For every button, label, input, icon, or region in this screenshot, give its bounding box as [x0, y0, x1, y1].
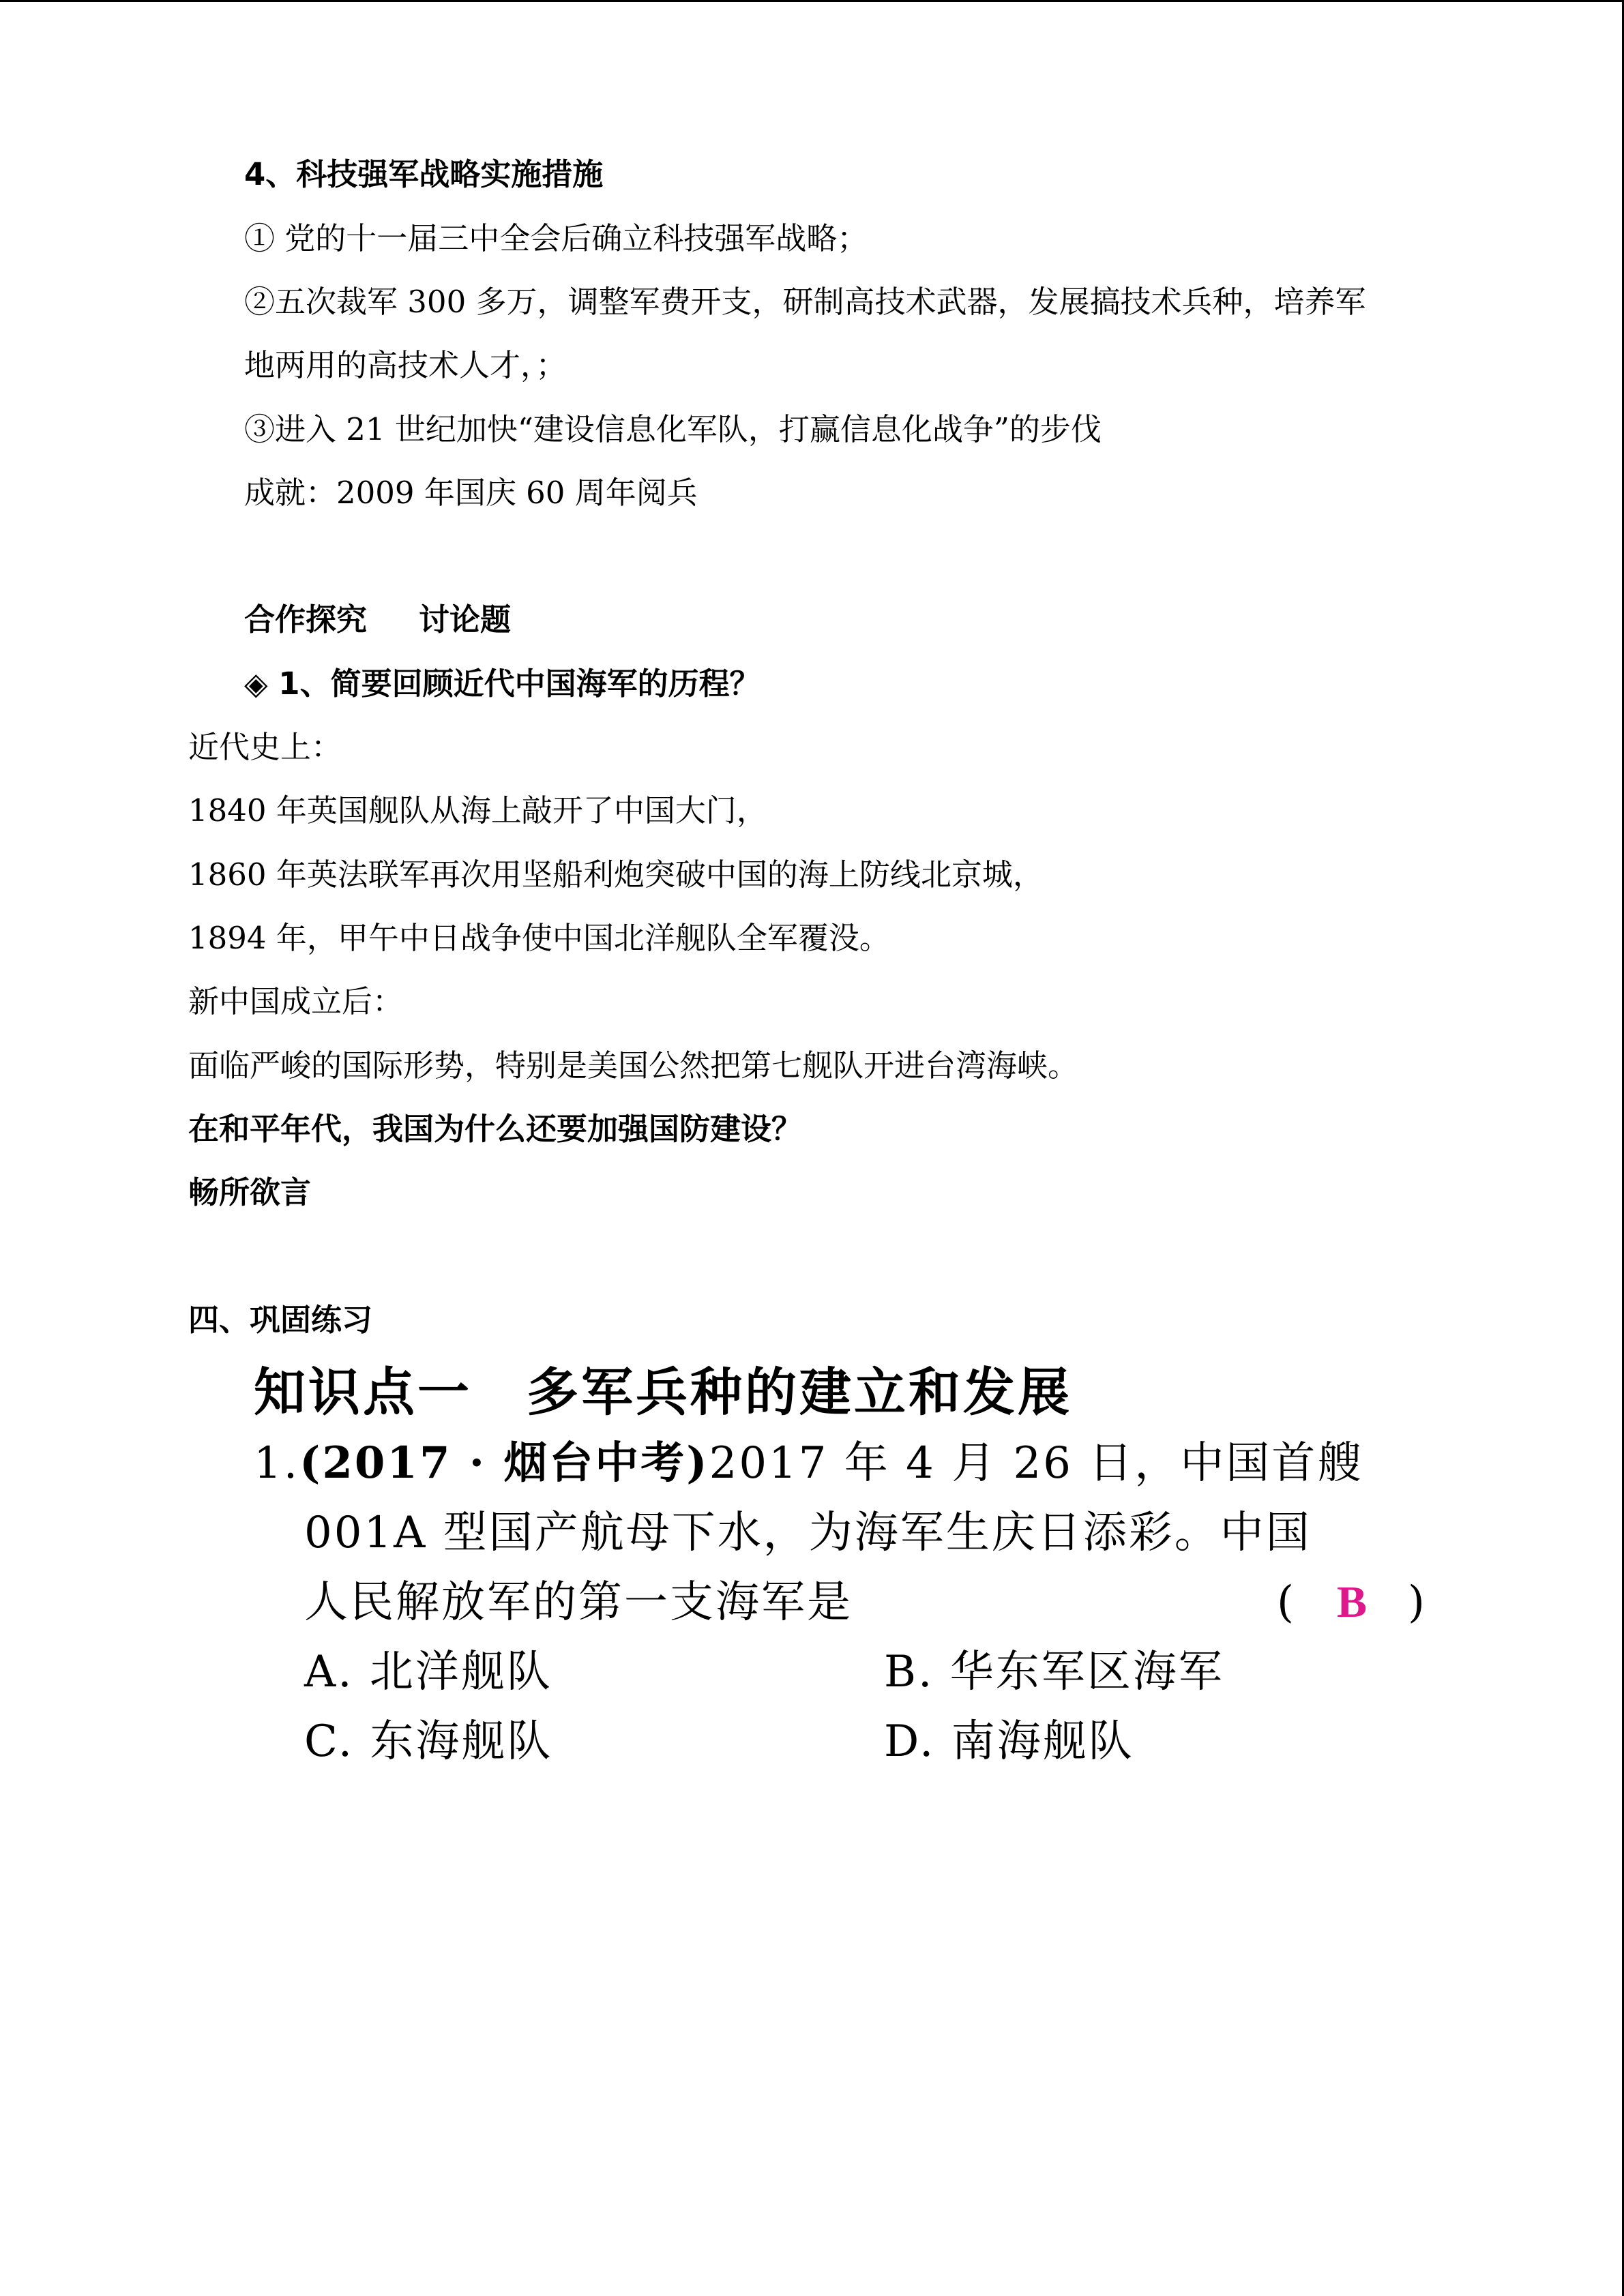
section-heading: 4、科技强军战略实施措施: [244, 156, 604, 192]
measure-item-1: ① 党的十一届三中全会后确立科技强军战略；: [244, 220, 868, 256]
practice-heading: 四、巩固练习: [188, 1302, 373, 1338]
new-china-label: 新中国成立后：: [188, 983, 404, 1019]
option-c: C. 东海舰队: [304, 1716, 553, 1767]
cooperation-heading: [244, 599, 511, 640]
option-a: A. 北洋舰队: [304, 1647, 552, 1697]
history-line-1860: 1860 年英法联军再次用坚船利炮突破中国的海上防线北京城，: [188, 856, 1044, 893]
answer-mark: B: [1337, 1577, 1368, 1627]
achievement-text: 成就：2009 年国庆 60 周年阅兵: [244, 475, 698, 511]
measure-item-2-line-1: ②五次裁军 300 多万，调整军费开支，研制高技术武器，发展搞技术兵种，培养军: [244, 284, 1366, 320]
measure-item-3: ③进入 21 世纪加快“建设信息化军队，打赢信息化战争”的步伐: [244, 411, 1102, 447]
knowledge-point-title: [254, 1358, 1072, 1427]
question-line-1-rest: 2017 年 4 月 26 日，中国首艘: [709, 1438, 1363, 1489]
page-border-top: [0, 0, 1624, 2]
question-number: 1.: [254, 1438, 300, 1489]
question-line-3: 人民解放军的第一支海军是: [304, 1577, 853, 1628]
discussion-question-2: 在和平年代，我国为什么还要加强国防建设？: [188, 1111, 803, 1147]
answer-paren-open: (: [1277, 1577, 1294, 1628]
question-source: (2017 · 烟台中考): [299, 1437, 709, 1489]
knowledge-point-topic: 多军兵种的建立和发展: [527, 1362, 1072, 1422]
modern-history-label: 近代史上：: [188, 729, 342, 765]
history-line-1894: 1894 年，甲午中日战争使中国北洋舰队全军覆没。: [188, 920, 890, 956]
discussion-question-1: ◈ 1、简要回顾近代中国海军的历程？: [244, 666, 761, 702]
cooperation-heading-b: 讨论题: [419, 601, 512, 638]
option-b: B. 华东军区海军: [884, 1647, 1224, 1697]
cooperation-heading-a: 合作探究: [244, 601, 368, 638]
measure-item-2-line-2: 地两用的高技术人才，；: [244, 347, 567, 383]
question-line-2: 001A 型国产航母下水，为海军生庆日添彩。中国: [304, 1508, 1312, 1558]
option-d: D. 南海舰队: [884, 1716, 1134, 1767]
question-line-1: [254, 1429, 1363, 1497]
answer-paren-close: ): [1408, 1577, 1425, 1628]
speak-freely-label: 畅所欲言: [188, 1174, 312, 1210]
new-china-text: 面临严峻的国际形势，特别是美国公然把第七舰队开进台湾海峡。: [188, 1047, 1079, 1084]
history-line-1840: 1840 年英国舰队从海上敲开了中国大门，: [188, 792, 767, 829]
knowledge-point-label: 知识点一: [254, 1362, 472, 1422]
